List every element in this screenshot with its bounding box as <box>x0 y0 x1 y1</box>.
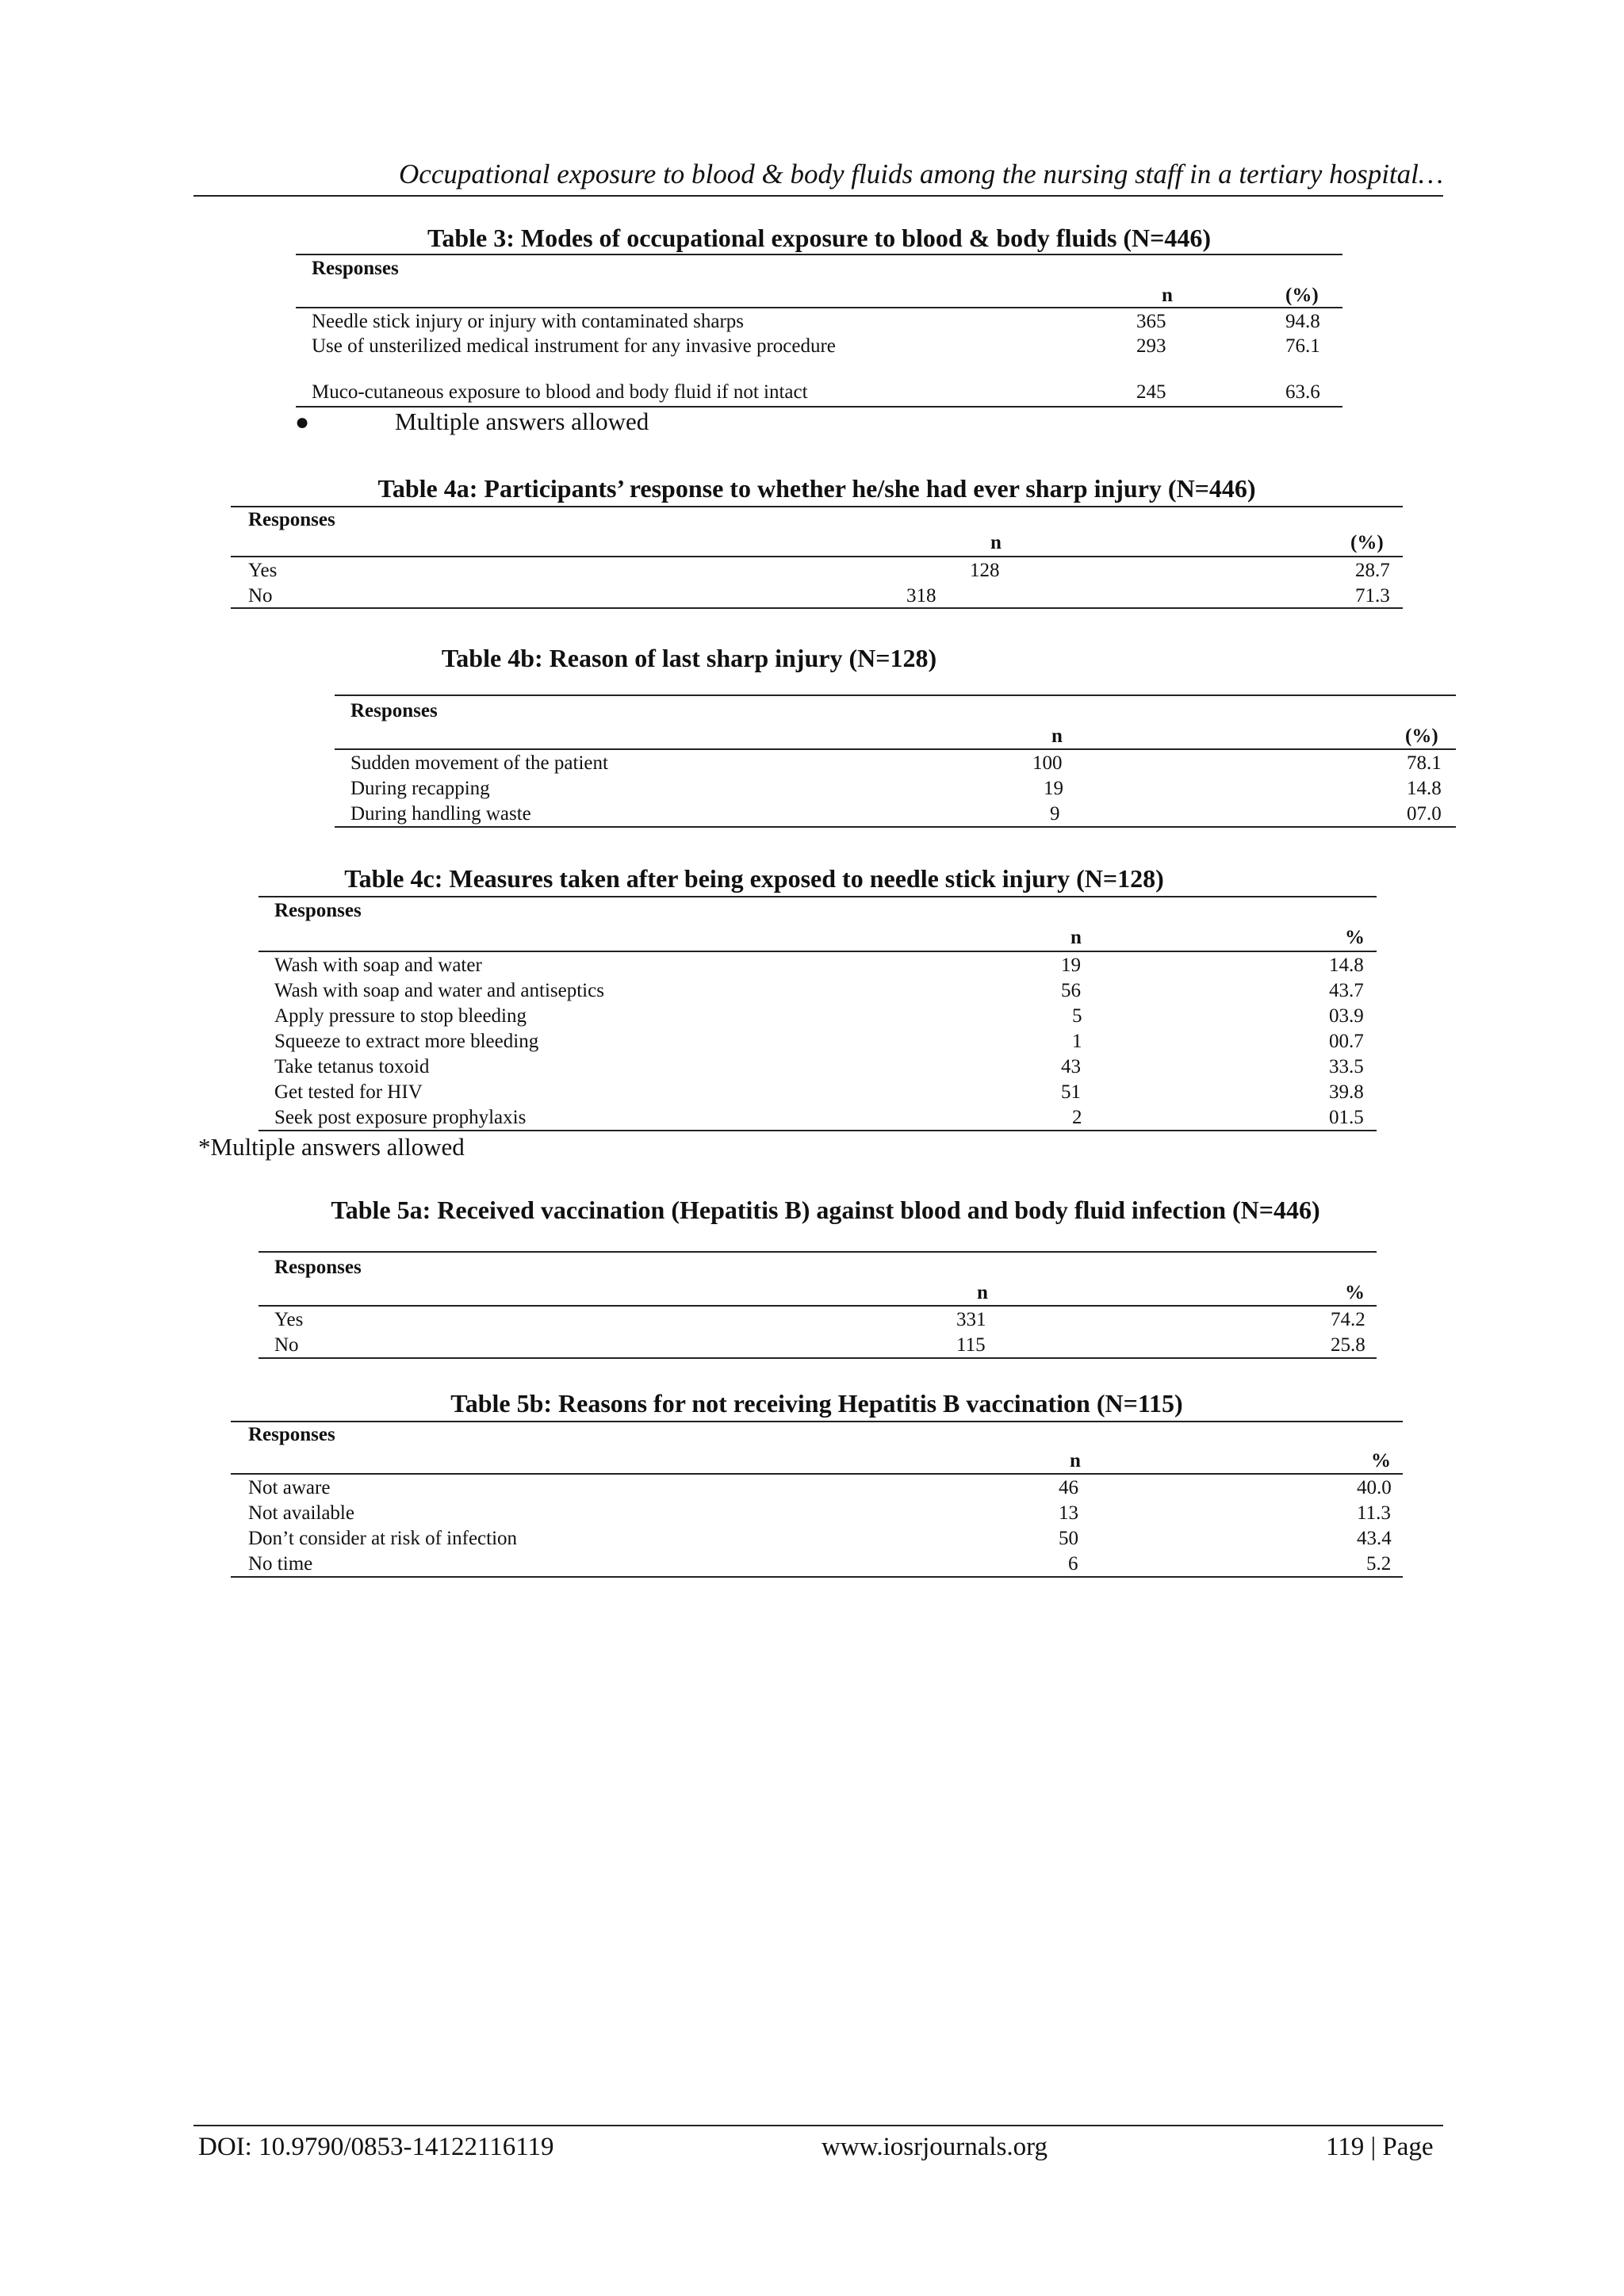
row-pct: 74.2 <box>1331 1309 1365 1330</box>
row-n: 6 <box>1068 1553 1078 1575</box>
footer-rule <box>193 2125 1443 2126</box>
table-rule-bottom <box>231 1576 1403 1578</box>
row-n: 19 <box>1044 778 1063 799</box>
table-5a <box>259 1196 1383 1357</box>
row-pct: 28.7 <box>1355 560 1390 581</box>
row-label: No <box>248 585 273 607</box>
row-label: Don’t consider at risk of infection <box>248 1528 518 1549</box>
table-3-note: Multiple answers allowed <box>395 408 649 435</box>
row-pct: 71.3 <box>1355 585 1390 607</box>
table-rule-mid <box>259 951 1377 952</box>
col-header-responses: Responses <box>248 509 335 530</box>
col-header-n: n <box>1071 927 1082 948</box>
table-rule-bottom <box>335 826 1456 828</box>
row-n: 128 <box>970 560 1000 581</box>
col-header-n: n <box>1070 1450 1081 1471</box>
row-pct: 5.2 <box>1366 1553 1392 1575</box>
row-n: 46 <box>1059 1477 1078 1498</box>
row-n: 2 <box>1072 1107 1082 1128</box>
row-pct: 43.7 <box>1329 980 1364 1001</box>
col-header-n: n <box>990 532 1002 553</box>
table-rule-mid <box>296 307 1342 308</box>
table-rule-bottom <box>259 1130 1377 1131</box>
row-pct: 40.0 <box>1357 1477 1392 1498</box>
table-rule-top <box>296 254 1342 255</box>
row-n: 365 <box>1136 311 1166 332</box>
table-4b <box>335 644 1456 828</box>
row-n: 56 <box>1061 980 1081 1001</box>
table-caption: Table 5b: Reasons for not receiving Hepatitis B vaccination (N=115) <box>450 1389 1183 1418</box>
table-caption: Table 4b: Reason of last sharp injury (N=128) <box>441 644 937 672</box>
table-caption: Table 3: Modes of occupational exposure to blood & body fluids (N=446) <box>427 224 1212 252</box>
row-n: 245 <box>1136 381 1166 403</box>
row-pct: 63.6 <box>1285 381 1320 403</box>
table-rule-mid <box>231 556 1403 557</box>
row-pct: 94.8 <box>1285 311 1320 332</box>
row-label: Squeeze to extract more bleeding <box>274 1031 539 1052</box>
table-caption: Table 5a: Received vaccination (Hepatitis B) against blood and body fluid infection (N=446) <box>331 1196 1320 1224</box>
row-pct: 00.7 <box>1329 1031 1364 1052</box>
row-pct: 01.5 <box>1329 1107 1364 1128</box>
row-n: 9 <box>1050 803 1060 825</box>
table-rule-mid <box>259 1305 1377 1307</box>
col-header-pct: (%) <box>1350 532 1384 553</box>
bullet-icon: ● <box>295 409 310 435</box>
row-label: During recapping <box>350 778 490 799</box>
row-pct: 11.3 <box>1357 1502 1391 1524</box>
table-caption: Table 4a: Participants’ response to whether he/she had ever sharp injury (N=446) <box>377 474 1256 503</box>
row-pct: 25.8 <box>1331 1334 1365 1356</box>
col-header-pct: % <box>1345 927 1365 948</box>
row-n: 318 <box>906 585 936 607</box>
col-header-responses: Responses <box>350 700 438 721</box>
table-rule-bottom <box>231 607 1403 609</box>
row-label: Take tetanus toxoid <box>274 1056 430 1077</box>
col-header-pct: % <box>1345 1282 1365 1303</box>
row-pct: 43.4 <box>1357 1528 1392 1549</box>
row-label: Sudden movement of the patient <box>350 752 608 774</box>
row-label: Muco-cutaneous exposure to blood and body fluid if not intact <box>312 381 808 403</box>
row-pct: 14.8 <box>1407 778 1442 799</box>
table-rule-top <box>259 1251 1377 1253</box>
row-label: Wash with soap and water and antiseptics <box>274 980 604 1001</box>
row-n: 5 <box>1072 1005 1082 1027</box>
row-label: Get tested for HIV <box>274 1081 423 1103</box>
row-n: 331 <box>956 1309 986 1330</box>
col-header-n: n <box>1162 285 1173 306</box>
row-label: Not available <box>248 1502 354 1524</box>
table-4c <box>259 864 1383 1134</box>
table-4a <box>231 474 1403 610</box>
row-label: Seek post exposure prophylaxis <box>274 1107 527 1128</box>
row-label: During handling waste <box>350 803 531 825</box>
row-pct: 07.0 <box>1407 803 1442 825</box>
col-header-pct: % <box>1371 1450 1391 1471</box>
row-n: 293 <box>1136 335 1166 357</box>
row-pct: 33.5 <box>1329 1056 1364 1077</box>
row-label: Needle stick injury or injury with contaminated sharps <box>312 311 745 332</box>
table-3 <box>296 222 1342 412</box>
footer-site[interactable]: www.iosrjournals.org <box>822 2133 1048 2161</box>
row-n: 115 <box>956 1334 986 1356</box>
row-pct: 78.1 <box>1407 752 1442 774</box>
row-n: 50 <box>1059 1528 1078 1549</box>
col-header-n: n <box>977 1282 988 1303</box>
row-n: 13 <box>1059 1502 1078 1524</box>
row-pct: 14.8 <box>1329 955 1364 976</box>
row-n: 43 <box>1061 1056 1081 1077</box>
col-header-responses: Responses <box>274 900 362 921</box>
table-rule-bottom <box>259 1357 1377 1359</box>
table-5b <box>231 1389 1403 1579</box>
col-header-responses: Responses <box>248 1424 335 1445</box>
row-n: 100 <box>1032 752 1063 774</box>
col-header-pct: (%) <box>1285 285 1319 306</box>
row-pct: 76.1 <box>1285 335 1320 357</box>
table-rule-top <box>231 506 1403 507</box>
table-4c-note: *Multiple answers allowed <box>198 1133 465 1161</box>
table-rule-top <box>335 695 1456 696</box>
table-rule-top <box>231 1421 1403 1422</box>
table-caption: Table 4c: Measures taken after being exposed to needle stick injury (N=128) <box>344 864 1164 893</box>
col-header-responses: Responses <box>274 1257 362 1278</box>
row-label: Not aware <box>248 1477 331 1498</box>
col-header-responses: Responses <box>312 258 399 279</box>
row-pct: 39.8 <box>1329 1081 1364 1103</box>
footer-doi: DOI: 10.9790/0853-14122116119 <box>198 2133 554 2161</box>
table-rule-mid <box>335 748 1456 750</box>
footer-page-number: 119 | Page <box>1326 2133 1434 2161</box>
running-header-title: Occupational exposure to blood & body fluids among the nursing staff in a tertiary hospital… <box>399 159 1443 189</box>
table-rule-top <box>259 896 1377 897</box>
running-header <box>193 155 1443 197</box>
col-header-pct: (%) <box>1405 725 1438 747</box>
row-label: Yes <box>248 560 278 581</box>
row-label: Yes <box>274 1309 304 1330</box>
row-pct: 03.9 <box>1329 1005 1364 1027</box>
table-rule-mid <box>231 1473 1403 1475</box>
col-header-n: n <box>1051 725 1063 747</box>
row-label: Use of unsterilized medical instrument for any invasive procedure <box>312 335 836 357</box>
row-n: 51 <box>1061 1081 1081 1103</box>
row-n: 1 <box>1072 1031 1082 1052</box>
row-label: Apply pressure to stop bleeding <box>274 1005 527 1027</box>
row-label: Wash with soap and water <box>274 955 482 976</box>
row-label: No time <box>248 1553 313 1575</box>
row-n: 19 <box>1061 955 1081 976</box>
row-label: No <box>274 1334 299 1356</box>
